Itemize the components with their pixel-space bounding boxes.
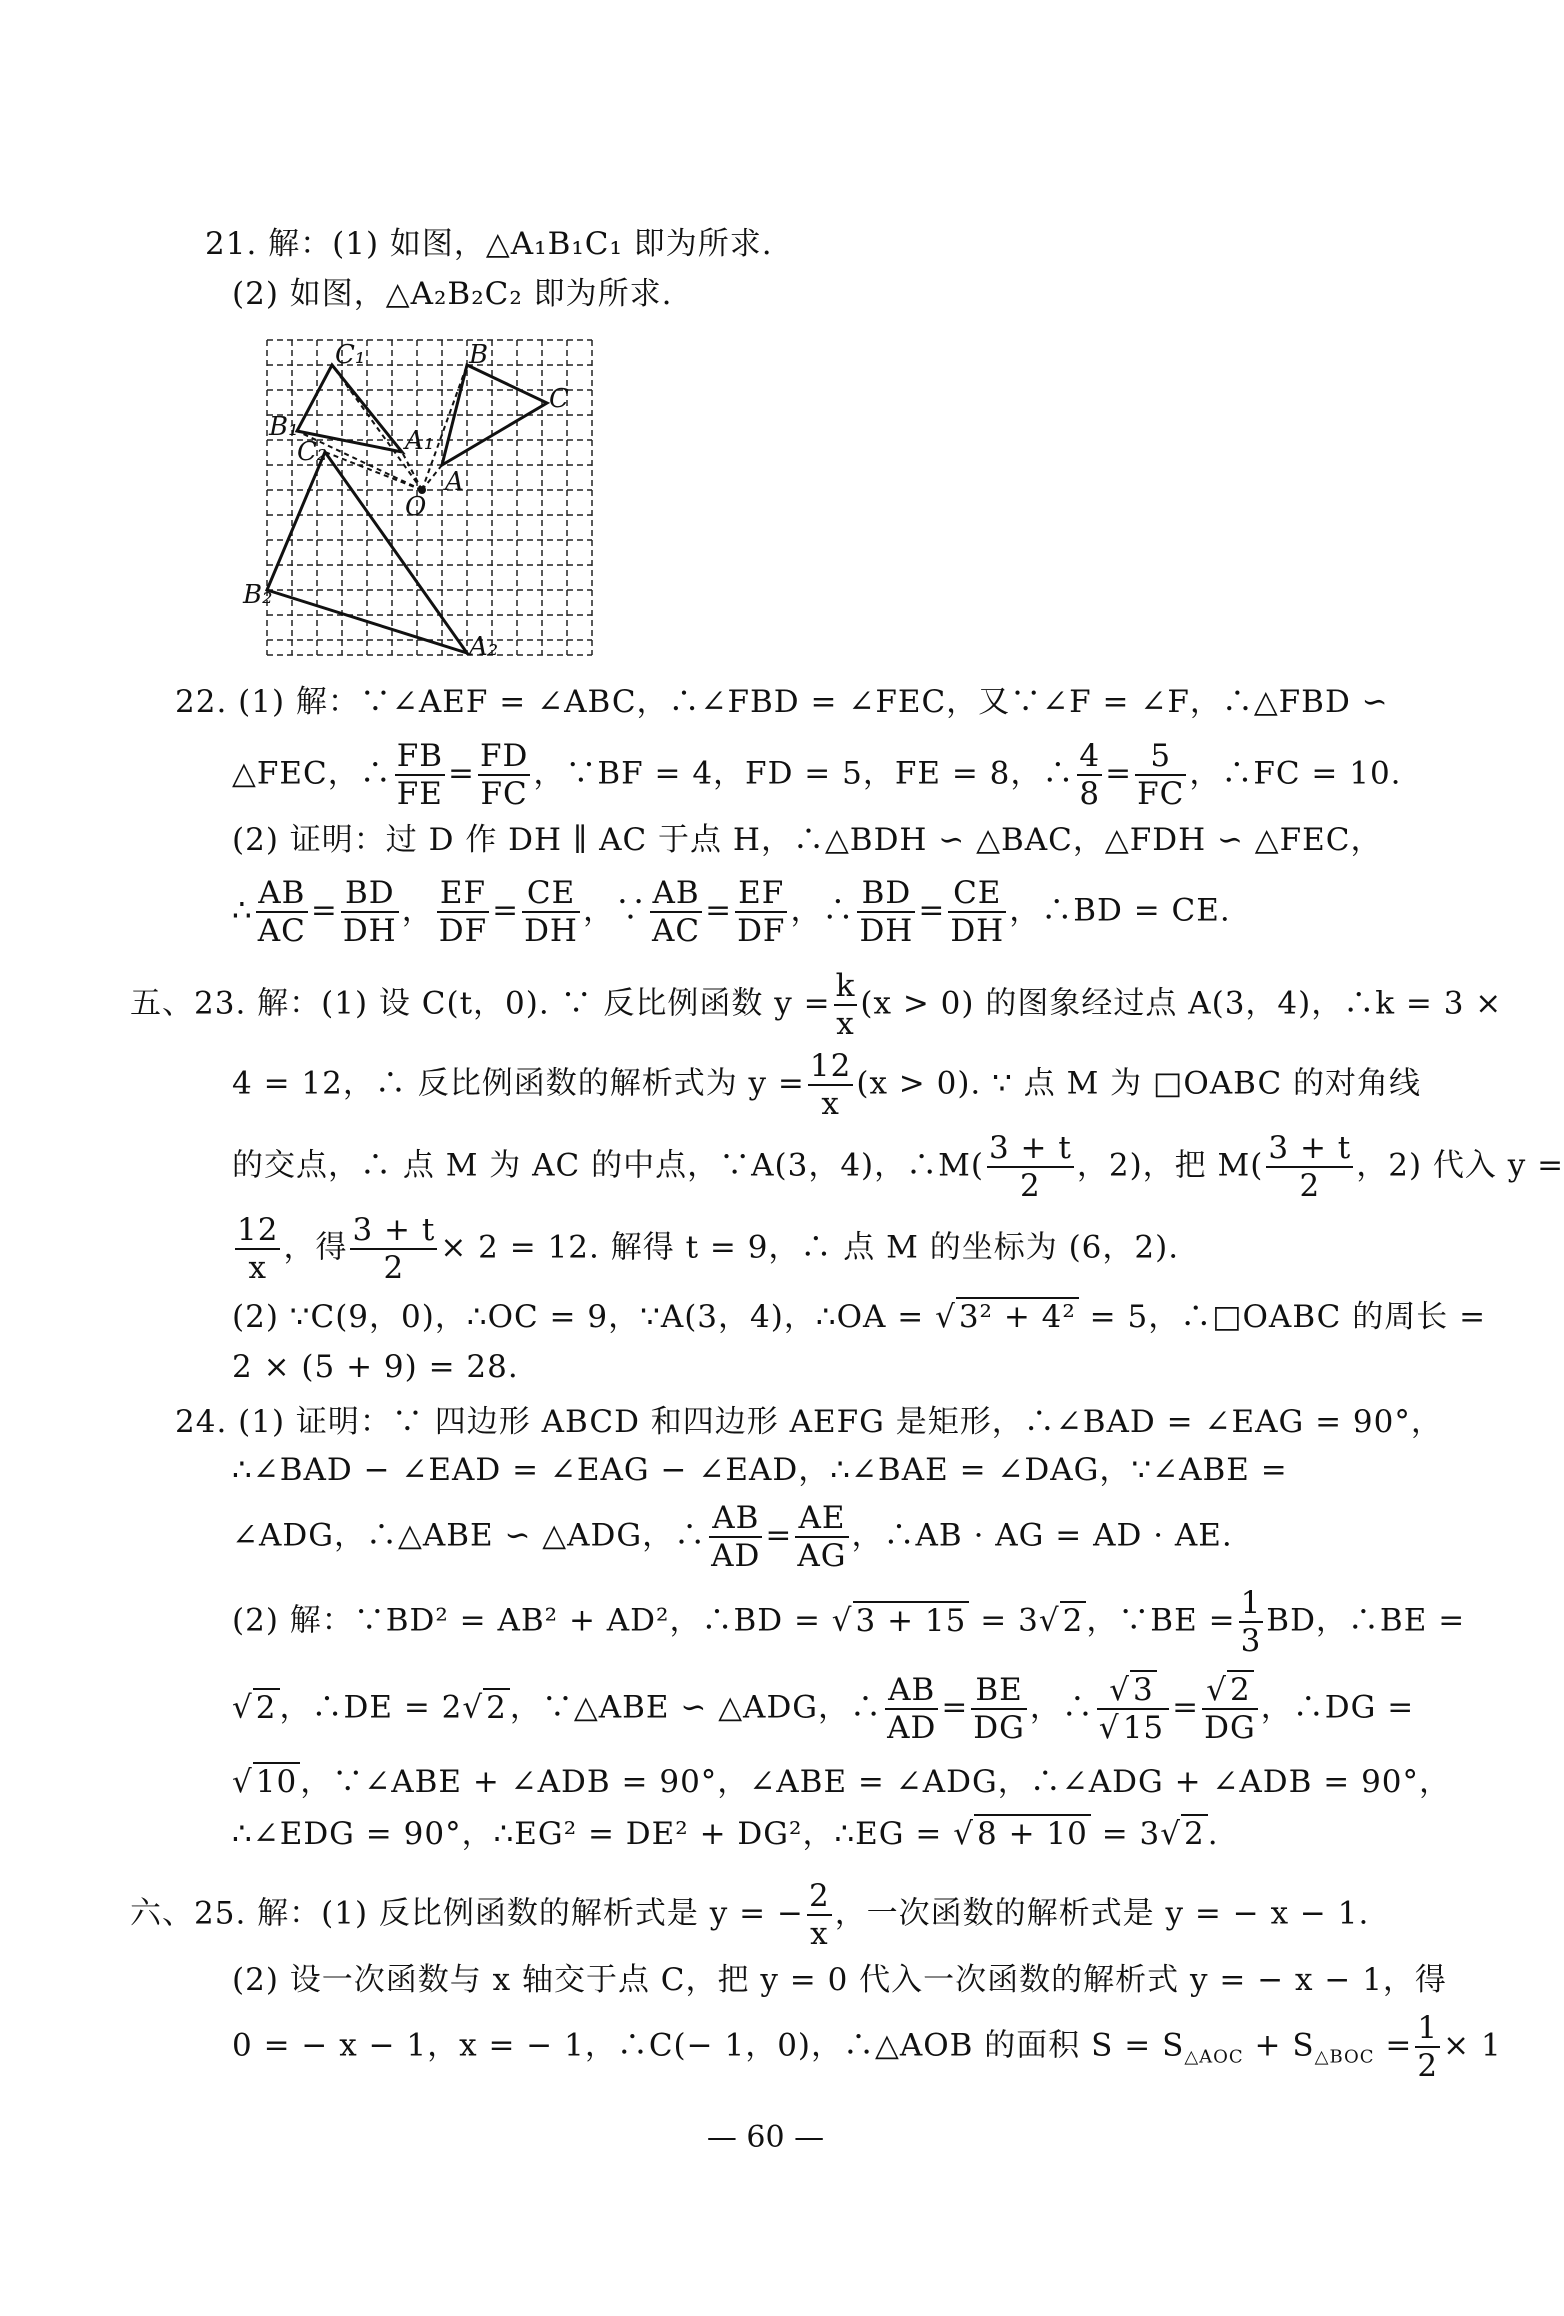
- numerator: 3 + t: [1268, 1130, 1352, 1166]
- denominator: DH: [342, 913, 397, 949]
- denominator: DH: [859, 913, 914, 949]
- fraction: [885, 1672, 938, 1746]
- numerator: FD: [479, 738, 529, 774]
- q24-l7-text-b: = 3: [1101, 1816, 1161, 1852]
- separator: ，∴: [790, 892, 855, 929]
- label-c: C: [549, 384, 569, 414]
- q24-l5-text-a: ，∴DE = 2: [279, 1689, 463, 1726]
- fraction: [1077, 738, 1102, 812]
- numerator: EF: [437, 875, 489, 913]
- fraction: [808, 1048, 853, 1122]
- label-c2: C₂: [297, 437, 328, 467]
- grid-figure-svg: [243, 335, 615, 665]
- q24-line-3: [232, 1500, 1233, 1574]
- fraction: [1097, 1672, 1169, 1746]
- denominator: x: [810, 1916, 829, 1952]
- q23-line-2: [232, 1048, 1421, 1122]
- q25-l3-text-a: 0 = − x − 1，x = − 1，∴C(− 1，0)，∴△AOB 的面积 S = S: [232, 2027, 1185, 2064]
- q23-l3-text-a: 的交点，∴ 点 M 为 AC 的中点，∵A(3，4)，∴M(: [232, 1147, 984, 1184]
- numerator: CE: [522, 875, 580, 913]
- denominator: 8: [1079, 776, 1101, 812]
- equals: =: [765, 1517, 793, 1554]
- numerator: 1: [1417, 2010, 1439, 2046]
- numerator: 5: [1135, 738, 1186, 776]
- q22-line-2: [232, 738, 1402, 812]
- q24-l4-text-b: = 3: [980, 1602, 1039, 1639]
- label-c1: C₁: [335, 340, 366, 370]
- q22-line-4: [232, 875, 1231, 949]
- denominator: 2: [1299, 1168, 1321, 1204]
- denominator: 2: [1417, 2048, 1439, 2084]
- fraction: [522, 875, 580, 949]
- fraction: [948, 875, 1006, 949]
- radicand: 2: [1181, 1814, 1208, 1852]
- equals: =: [1172, 1689, 1200, 1726]
- q23-l5-text-b: = 5，∴□OABC 的周长 =: [1089, 1299, 1487, 1335]
- radicand: 3² + 4²: [956, 1297, 1079, 1335]
- numerator: 12: [237, 1212, 279, 1248]
- q21-line-2: (2) 如图，△A₂B₂C₂ 即为所求.: [232, 276, 673, 312]
- fraction: [834, 968, 858, 1042]
- q25-l3-text-d: × 1: [1443, 2027, 1502, 2064]
- q22-l2-text-b: ，∵BF = 4，FD = 5，FE = 8，∴: [533, 755, 1075, 792]
- q23-line-5: (2) ∵C(9，0)，∴OC = 9，∵A(3，4)，∴OA = √3² + 4² = 5，∴□OABC 的周长 =: [232, 1299, 1487, 1335]
- numerator: BE: [971, 1672, 1027, 1710]
- q25-line-2: (2) 设一次函数与 x 轴交于点 C，把 y = 0 代入一次函数的解析式 y = − x − 1，得: [232, 1962, 1447, 1998]
- radicand: 3: [1130, 1670, 1157, 1708]
- numerator: AB: [650, 875, 702, 913]
- numerator: 4: [1079, 738, 1101, 774]
- label-a2: A₂: [469, 632, 499, 662]
- equals: =: [310, 892, 338, 929]
- numerator: √3: [1097, 1672, 1169, 1710]
- numerator: 1: [1240, 1585, 1262, 1621]
- numerator: AB: [885, 1672, 938, 1710]
- radicand: 2: [483, 1688, 510, 1726]
- q24-line-6: √10，∵∠ABE + ∠ADB = 90°，∠ABE = ∠ADG，∴∠ADG + ∠ADB = 90°，: [232, 1764, 1452, 1800]
- denominator: DF: [438, 913, 488, 949]
- q24-line-7: ∴∠EDG = 90°，∴EG² = DE² + DG²，∴EG = √8 + 10 = 3√2.: [232, 1816, 1219, 1852]
- q22-l4-text-a: ∴: [232, 892, 253, 929]
- fraction: [987, 1130, 1074, 1204]
- numerator: 3 + t: [988, 1130, 1072, 1166]
- q23-l2-text-b: (x > 0). ∵ 点 M 为 □OABC 的对角线: [856, 1065, 1422, 1102]
- q22-line-3: (2) 证明：过 D 作 DH ∥ AC 于点 H，∴△BDH ∽ △BAC，△FDH ∽ △FEC，: [232, 822, 1383, 858]
- fraction: [971, 1672, 1027, 1746]
- q21-grid-figure: [243, 335, 615, 669]
- fraction: [709, 1500, 762, 1574]
- q23-l3-text-b: ，2)，把 M(: [1076, 1147, 1264, 1184]
- numerator: 2: [808, 1878, 830, 1914]
- q24-l3-text-b: ，∴AB · AG = AD · AE.: [851, 1517, 1233, 1554]
- fraction: [807, 1878, 832, 1952]
- numerator: AB: [256, 875, 308, 913]
- q22-l2-text-c: ，∴FC = 10.: [1189, 755, 1402, 792]
- label-b: B: [469, 340, 489, 370]
- q24-l6-text-a: ，∵∠ABE + ∠ADB = 90°，∠ABE = ∠ADG，∴∠ADG + ∠ADB = 90°，: [300, 1764, 1452, 1800]
- q23-line-3: [232, 1130, 1564, 1204]
- separator: ，∵: [582, 892, 647, 929]
- equals: =: [941, 1689, 969, 1726]
- fraction: [650, 875, 702, 949]
- denominator: x: [821, 1086, 840, 1122]
- denominator: FE: [396, 776, 443, 812]
- equals: =: [705, 892, 733, 929]
- q25-l1-text-a: 六、25. 解：(1) 反比例函数的解析式是 y = −: [130, 1895, 804, 1932]
- fraction: [1202, 1672, 1258, 1746]
- q23-l1-text-b: (x > 0) 的图象经过点 A(3，4)，∴k = 3 ×: [860, 985, 1503, 1022]
- fraction: [795, 1500, 848, 1574]
- numerator: √2: [1202, 1672, 1258, 1710]
- numerator: BD: [341, 875, 399, 913]
- denominator: AG: [797, 1538, 847, 1574]
- q24-l5-text-b: ，∵△ABE ∽ △ADG，∴: [509, 1689, 883, 1726]
- numerator: k: [835, 968, 856, 1004]
- q22-l2-text-a: △FEC，∴: [232, 755, 392, 792]
- numerator: 12: [809, 1048, 852, 1084]
- denominator: DG: [1204, 1710, 1256, 1746]
- fraction: [350, 1212, 437, 1286]
- equals: =: [492, 892, 520, 929]
- q22-l4-text-b: ，∴BD = CE.: [1009, 892, 1231, 929]
- fraction: [395, 738, 445, 812]
- numerator: AE: [795, 1500, 848, 1538]
- label-a1: A₁: [405, 426, 435, 456]
- fraction: [1239, 1585, 1264, 1659]
- q23-l3-text-c: ，2) 代入 y =: [1356, 1147, 1564, 1184]
- q21-line-1: 21. 解：(1) 如图，△A₁B₁C₁ 即为所求.: [205, 226, 773, 262]
- q23-l4-text-b: × 2 = 12. 解得 t = 9，∴ 点 M 的坐标为 (6，2).: [440, 1229, 1180, 1266]
- numerator: FB: [396, 738, 443, 774]
- denominator: 2: [1020, 1168, 1041, 1204]
- denominator: 3: [1240, 1623, 1262, 1659]
- q23-line-4: [232, 1212, 1179, 1286]
- q23-line-6: 2 × (5 + 9) = 28.: [232, 1349, 519, 1385]
- denominator: DG: [973, 1710, 1025, 1746]
- subscript: △BOC: [1314, 2046, 1375, 2068]
- fraction: [341, 875, 399, 949]
- radicand: 2: [1060, 1601, 1087, 1639]
- fraction: [735, 875, 787, 949]
- fraction: [857, 875, 915, 949]
- denominator: AC: [257, 913, 306, 949]
- q24-line-4: (2) 解：∵BD² = AB² + AD²，∴BD = √3 + 15 = 3√2，∵BE = $\frac{1}{3}$ BD，∴BE =: [232, 1585, 1466, 1659]
- fraction: [256, 875, 308, 949]
- q24-l7-text-c: .: [1207, 1816, 1219, 1852]
- separator: ，: [401, 892, 434, 929]
- q23-line-1: [130, 968, 1502, 1042]
- fraction: [235, 1212, 280, 1286]
- fraction: [478, 738, 530, 812]
- grid-lines: [267, 340, 592, 655]
- fraction: [1135, 738, 1186, 812]
- q23-l1-text-a: 五、23. 解：(1) 设 C(t，0). ∵ 反比例函数 y =: [130, 985, 831, 1022]
- q25-l3-text-b: + S: [1254, 2027, 1315, 2064]
- q23-l2-text-a: 4 = 12，∴ 反比例函数的解析式为 y =: [232, 1065, 805, 1102]
- label-b1: B₁: [269, 412, 299, 442]
- q24-l4-text-a: (2) 解：∵BD² = AB² + AD²，∴BD =: [232, 1602, 821, 1639]
- numerator: CE: [948, 875, 1006, 913]
- denominator: DH: [524, 913, 578, 949]
- q24-l3-text-a: ∠ADG，∴△ABE ∽ △ADG，∴: [232, 1517, 707, 1554]
- radicand: 10: [253, 1762, 300, 1800]
- q25-l1-text-b: ，一次函数的解析式是 y = − x − 1.: [834, 1895, 1370, 1932]
- q25-l3-text-c: =: [1385, 2027, 1413, 2064]
- subscript: △AOC: [1184, 2046, 1244, 2068]
- denominator: DH: [950, 913, 1005, 949]
- equals: =: [918, 892, 946, 929]
- q24-l5-text-c: ，∴: [1029, 1689, 1094, 1726]
- numerator: EF: [735, 875, 787, 913]
- q22-line-1: 22. (1) 解：∵∠AEF = ∠ABC，∴∠FBD = ∠FEC，又∵∠F = ∠F，∴△FBD ∽: [175, 684, 1389, 720]
- radicand: 15: [1120, 1708, 1167, 1746]
- denominator: AC: [651, 913, 701, 949]
- q25-line-1: [130, 1878, 1369, 1952]
- q24-l4-text-c: ，∵BE =: [1086, 1602, 1236, 1639]
- denominator: FC: [1137, 776, 1185, 812]
- radicand: 3 + 15: [853, 1601, 970, 1639]
- numerator: AB: [709, 1500, 762, 1538]
- label-o: O: [405, 492, 427, 522]
- radicand: 2: [253, 1688, 280, 1726]
- label-b2: B₂: [243, 580, 273, 610]
- q24-line-5: √2，∴DE = 2√2，∵△ABE ∽ △ADG，∴ $\frac{AB}{AD}$ = $\frac{BE}{DG}$ ，∴ $\frac{√3}{√15}$ = $\frac{√2}{DG}$ ，∴DG =: [232, 1672, 1415, 1746]
- q23-l5-text-a: (2) ∵C(9，0)，∴OC = 9，∵A(3，4)，∴OA =: [232, 1299, 925, 1335]
- fraction: [1415, 2010, 1440, 2084]
- radicand: 2: [1227, 1670, 1254, 1708]
- denominator: x: [836, 1006, 855, 1042]
- q25-line-3: [232, 2010, 1502, 2084]
- denominator: DF: [737, 913, 786, 949]
- equals: =: [1105, 755, 1133, 792]
- denominator: AD: [711, 1538, 761, 1574]
- denominator: FC: [480, 776, 528, 812]
- q23-l4-text-a: ，得: [283, 1229, 348, 1266]
- equals: =: [448, 755, 475, 792]
- radicand: 8 + 10: [974, 1814, 1091, 1852]
- denominator: √15: [1097, 1710, 1169, 1746]
- q24-line-2: ∴∠BAD − ∠EAD = ∠EAG − ∠EAD，∴∠BAE = ∠DAG，∵∠ABE =: [232, 1452, 1288, 1488]
- q24-l5-text-d: ，∴DG =: [1260, 1689, 1415, 1726]
- numerator: 3 + t: [352, 1212, 436, 1248]
- numerator: BD: [857, 875, 915, 913]
- q24-l7-text-a: ∴∠EDG = 90°，∴EG² = DE² + DG²，∴EG =: [232, 1816, 943, 1852]
- denominator: 2: [383, 1250, 405, 1286]
- label-a: A: [445, 467, 464, 497]
- fraction: [1266, 1130, 1353, 1204]
- q24-line-1: 24. (1) 证明：∵ 四边形 ABCD 和四边形 AEFG 是矩形，∴∠BAD = ∠EAG = 90°，: [175, 1404, 1443, 1440]
- fraction: [437, 875, 489, 949]
- q24-l4-text-d: BD，∴BE =: [1266, 1602, 1466, 1639]
- denominator: x: [248, 1250, 267, 1286]
- denominator: AD: [887, 1710, 937, 1746]
- page-number: — 60 —: [706, 2120, 825, 2155]
